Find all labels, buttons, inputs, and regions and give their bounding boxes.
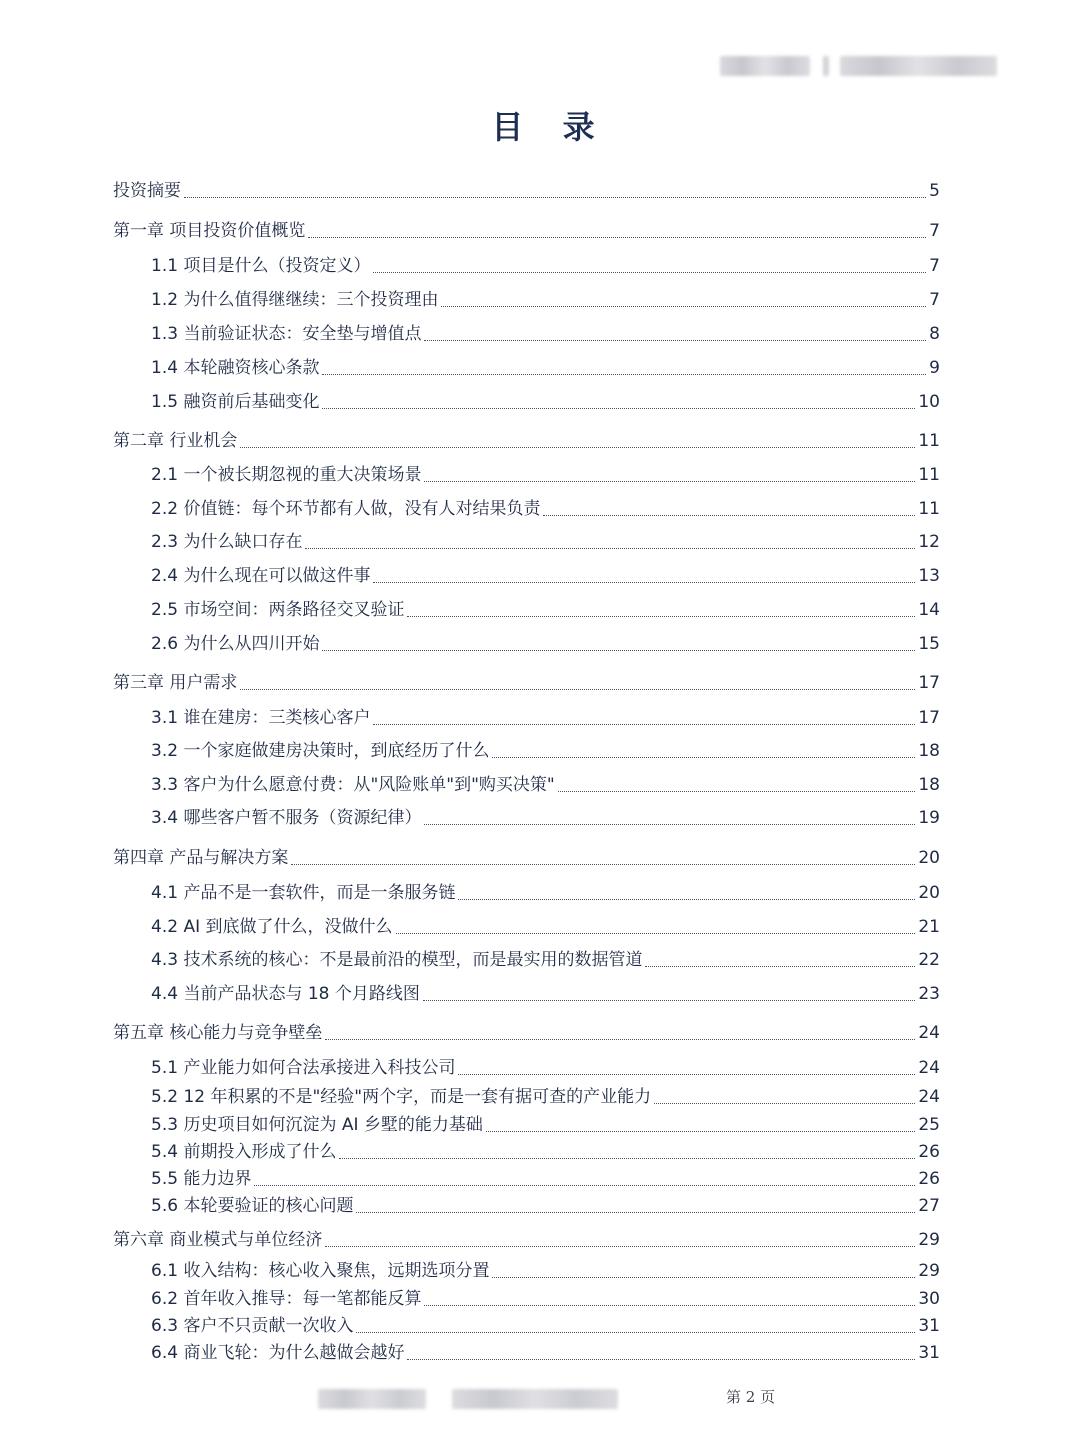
toc-entry-label: 2.6 为什么从四川开始: [151, 634, 320, 654]
redacted-footer-right: [452, 1389, 618, 1409]
toc-entry-page: 11: [918, 431, 940, 451]
toc-entry-page: 12: [918, 532, 940, 552]
toc-section-entry[interactable]: [151, 251, 940, 281]
toc-entry-label: 5.5 能力边界: [151, 1169, 252, 1189]
toc-section-entry[interactable]: [151, 803, 940, 833]
redacted-header-divider: [823, 56, 829, 76]
toc-entry-page: 19: [918, 808, 940, 828]
dot-leader: [308, 236, 926, 238]
toc-entry-label: 4.2 AI 到底做了什么，没做什么: [151, 917, 393, 937]
toc-section-entry[interactable]: [151, 1110, 940, 1140]
toc-section-entry[interactable]: [151, 319, 940, 349]
toc-entry-page: 7: [929, 256, 940, 276]
toc-chapter-entry[interactable]: [113, 216, 940, 246]
toc-entry-label: 第五章 核心能力与竞争壁垒: [113, 1023, 323, 1043]
toc-section-entry[interactable]: [151, 353, 940, 383]
toc-section-entry[interactable]: [151, 460, 940, 490]
toc-entry-label: 4.3 技术系统的核心：不是最前沿的模型，而是最实用的数据管道: [151, 950, 643, 970]
dot-leader: [305, 547, 915, 549]
redacted-header-left: [720, 56, 810, 76]
toc-entry-page: 25: [918, 1115, 940, 1135]
toc-entry-page: 7: [929, 290, 940, 310]
toc-entry-label: 6.4 商业飞轮：为什么越做会越好: [151, 1343, 405, 1363]
toc-entry-page: 20: [918, 883, 940, 903]
dot-leader: [240, 688, 915, 690]
dot-leader: [654, 1102, 915, 1104]
toc-entry-label: 1.1 项目是什么（投资定义）: [151, 256, 371, 276]
toc-entry-page: 20: [918, 848, 940, 868]
page-title: 目 录: [491, 108, 609, 146]
dot-leader: [322, 407, 915, 409]
dot-leader: [407, 1358, 915, 1360]
toc-section-entry[interactable]: [151, 1053, 940, 1083]
toc-entry-page: 11: [918, 465, 940, 485]
redacted-footer-left: [318, 1389, 426, 1409]
toc-section-entry[interactable]: [151, 979, 940, 1009]
toc-entry-label: 6.3 客户不只贡献一次收入: [151, 1316, 354, 1336]
dot-leader: [543, 514, 915, 516]
toc-entry-page: 17: [918, 673, 940, 693]
toc-entry-page: 9: [929, 358, 940, 378]
toc-entry-label: 2.2 价值链：每个环节都有人做，没有人对结果负责: [151, 499, 541, 519]
toc-entry-page: 18: [918, 741, 940, 761]
toc-entry-page: 22: [918, 950, 940, 970]
dot-leader: [424, 339, 926, 341]
toc-entry-page: 24: [918, 1023, 940, 1043]
toc-section-entry[interactable]: [151, 1311, 940, 1341]
toc-entry-page: 24: [918, 1058, 940, 1078]
toc-section-entry[interactable]: [151, 527, 940, 557]
dot-leader: [486, 1130, 915, 1132]
dot-leader: [254, 1184, 915, 1186]
dot-leader: [325, 1038, 915, 1040]
toc-entry-label: 6.1 收入结构：核心收入聚焦，远期选项分置: [151, 1261, 490, 1281]
dot-leader: [322, 649, 915, 651]
toc-section-entry[interactable]: [151, 1338, 940, 1368]
dot-leader: [558, 790, 916, 792]
toc-section-entry[interactable]: [151, 387, 940, 417]
dot-leader: [373, 723, 915, 725]
toc-entry-page: 30: [918, 1289, 940, 1309]
toc-entry-label: 5.4 前期投入形成了什么: [151, 1142, 337, 1162]
dot-leader: [322, 373, 926, 375]
toc-entry-label: 第六章 商业模式与单位经济: [113, 1230, 323, 1250]
toc-entry-label: 2.5 市场空间：两条路径交叉验证: [151, 600, 405, 620]
toc-section-entry[interactable]: [151, 1284, 940, 1314]
dot-leader: [424, 480, 915, 482]
toc-section-entry[interactable]: [151, 945, 940, 975]
toc-entry-label: 2.3 为什么缺口存在: [151, 532, 303, 552]
toc-entry-page: 26: [918, 1142, 940, 1162]
dot-leader: [458, 1073, 915, 1075]
toc-entry-label: 2.4 为什么现在可以做这件事: [151, 566, 371, 586]
dot-leader: [356, 1211, 915, 1213]
toc-entry-label: 第一章 项目投资价值概览: [113, 221, 306, 241]
toc-entry-page: 8: [929, 324, 940, 344]
toc-section-entry[interactable]: [151, 1164, 940, 1194]
toc-entry-label: 6.2 首年收入推导：每一笔都能反算: [151, 1289, 422, 1309]
toc-entry-label: 1.5 融资前后基础变化: [151, 392, 320, 412]
toc-entry-page: 23: [918, 984, 940, 1004]
dot-leader: [424, 1304, 915, 1306]
toc-entry-label: 5.1 产业能力如何合法承接进入科技公司: [151, 1058, 456, 1078]
toc-chapter-entry[interactable]: [113, 176, 940, 206]
toc-entry-label: 5.3 历史项目如何沉淀为 AI 乡墅的能力基础: [151, 1115, 483, 1135]
toc-entry-page: 27: [918, 1196, 940, 1216]
toc-entry-page: 13: [918, 566, 940, 586]
toc-entry-page: 5: [929, 181, 940, 201]
toc-entry-page: 31: [918, 1343, 940, 1363]
toc-section-entry[interactable]: [151, 595, 940, 625]
dot-leader: [184, 196, 926, 198]
dot-leader: [373, 581, 915, 583]
toc-section-entry[interactable]: [151, 1082, 940, 1112]
toc-chapter-entry[interactable]: [113, 668, 940, 698]
toc-section-entry[interactable]: [151, 285, 940, 315]
dot-leader: [396, 932, 916, 934]
toc-entry-label: 5.2 12 年积累的不是"经验"两个字，而是一套有据可查的产业能力: [151, 1087, 652, 1107]
redacted-header-right: [840, 56, 997, 76]
toc-entry-label: 4.4 当前产品状态与 18 个月路线图: [151, 984, 420, 1004]
toc-entry-label: 3.1 谁在建房：三类核心客户: [151, 708, 371, 728]
toc-entry-page: 7: [929, 221, 940, 241]
dot-leader: [645, 965, 915, 967]
toc-entry-label: 1.3 当前验证状态：安全垫与增值点: [151, 324, 422, 344]
toc-section-entry[interactable]: [151, 770, 940, 800]
toc-entry-page: 10: [918, 392, 940, 412]
toc-entry-label: 3.3 客户为什么愿意付费：从"风险账单"到"购买决策": [151, 775, 555, 795]
toc-entry-page: 17: [918, 708, 940, 728]
dot-leader: [423, 999, 915, 1001]
toc-entry-page: 14: [918, 600, 940, 620]
page-number: 第 2 页: [726, 1388, 776, 1406]
toc-entry-page: 29: [918, 1230, 940, 1250]
toc-entry-label: 第三章 用户需求: [113, 673, 238, 693]
toc-entry-label: 投资摘要: [113, 181, 181, 201]
dot-leader: [458, 898, 915, 900]
toc-entry-label: 1.2 为什么值得继继续：三个投资理由: [151, 290, 439, 310]
toc-entry-label: 1.4 本轮融资核心条款: [151, 358, 320, 378]
toc-section-entry[interactable]: [151, 494, 940, 524]
toc-entry-page: 31: [918, 1316, 940, 1336]
dot-leader: [240, 446, 915, 448]
toc-entry-page: 26: [918, 1169, 940, 1189]
toc-entry-page: 15: [918, 634, 940, 654]
toc-section-entry[interactable]: [151, 878, 940, 908]
toc-entry-page: 29: [918, 1261, 940, 1281]
toc-chapter-entry[interactable]: [113, 843, 940, 873]
toc-entry-page: 18: [918, 775, 940, 795]
dot-leader: [424, 823, 915, 825]
toc-entry-page: 21: [918, 917, 940, 937]
toc-entry-page: 24: [918, 1087, 940, 1107]
toc-chapter-entry[interactable]: [113, 426, 940, 456]
toc-entry-label: 3.2 一个家庭做建房决策时，到底经历了什么: [151, 741, 490, 761]
toc-section-entry[interactable]: [151, 736, 940, 766]
dot-leader: [291, 863, 915, 865]
dot-leader: [441, 305, 926, 307]
toc-entry-label: 2.1 一个被长期忽视的重大决策场景: [151, 465, 422, 485]
toc-chapter-entry[interactable]: [113, 1225, 940, 1255]
toc-entry-label: 3.4 哪些客户暂不服务（资源纪律）: [151, 808, 422, 828]
dot-leader: [325, 1245, 915, 1247]
toc-chapter-entry[interactable]: [113, 1018, 940, 1048]
dot-leader: [407, 615, 915, 617]
toc-section-entry[interactable]: [151, 1137, 940, 1167]
toc-section-entry[interactable]: [151, 1191, 940, 1221]
toc-entry-label: 5.6 本轮要验证的核心问题: [151, 1196, 354, 1216]
dot-leader: [373, 271, 926, 273]
toc-section-entry[interactable]: [151, 561, 940, 591]
toc-section-entry[interactable]: [151, 629, 940, 659]
toc-entry-label: 第二章 行业机会: [113, 431, 238, 451]
toc-section-entry[interactable]: [151, 703, 940, 733]
toc-section-entry[interactable]: [151, 1256, 940, 1286]
dot-leader: [492, 756, 915, 758]
dot-leader: [339, 1157, 915, 1159]
toc-section-entry[interactable]: [151, 912, 940, 942]
toc-entry-label: 4.1 产品不是一套软件，而是一条服务链: [151, 883, 456, 903]
toc-entry-page: 11: [918, 499, 940, 519]
dot-leader: [356, 1331, 915, 1333]
dot-leader: [492, 1276, 915, 1278]
toc-entry-label: 第四章 产品与解决方案: [113, 848, 289, 868]
